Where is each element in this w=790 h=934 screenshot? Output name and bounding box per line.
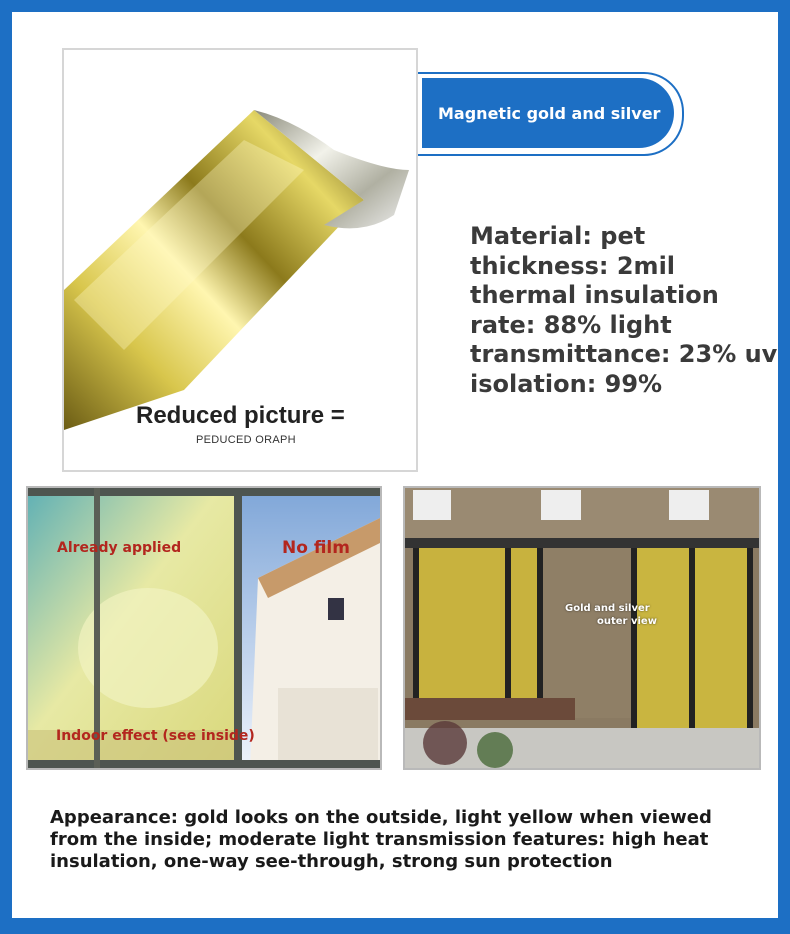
product-type-label: Magnetic gold and silver bbox=[438, 103, 661, 123]
spec-line: thermal insulation bbox=[470, 281, 719, 309]
product-image-title: Reduced picture = bbox=[136, 402, 345, 429]
product-image-box bbox=[62, 48, 418, 472]
indoor-scene-image bbox=[28, 488, 380, 768]
spec-line: Material: pet bbox=[470, 222, 646, 250]
outdoor-view-photo bbox=[403, 486, 761, 770]
spec-line: rate: 88% light bbox=[470, 310, 672, 339]
spec-line: thickness: 2mil bbox=[470, 251, 676, 280]
label-indoor-effect: Indoor effect (see inside) bbox=[56, 728, 255, 744]
spec-list bbox=[470, 222, 778, 399]
indoor-comparison-photo bbox=[26, 486, 382, 770]
product-image-subtitle: PEDUCED ORAPH bbox=[196, 434, 296, 446]
label-outer-view-line2: outer view bbox=[597, 616, 657, 627]
spec-line: transmittance: 23% uv bbox=[470, 340, 778, 368]
content-panel bbox=[12, 12, 778, 918]
product-type-tag bbox=[422, 78, 674, 148]
label-outer-view-line1: Gold and silver bbox=[565, 603, 650, 614]
label-no-film: No film bbox=[282, 538, 350, 558]
appearance-description: Appearance: gold looks on the outside, light yellow when viewed from the inside; moderate light transmission features: high heat insulation, one-way see-through, strong sun protection bbox=[50, 807, 712, 872]
label-already-applied: Already applied bbox=[57, 540, 182, 556]
spec-line: isolation: 99% bbox=[470, 369, 663, 398]
house-exterior-image bbox=[405, 488, 759, 768]
